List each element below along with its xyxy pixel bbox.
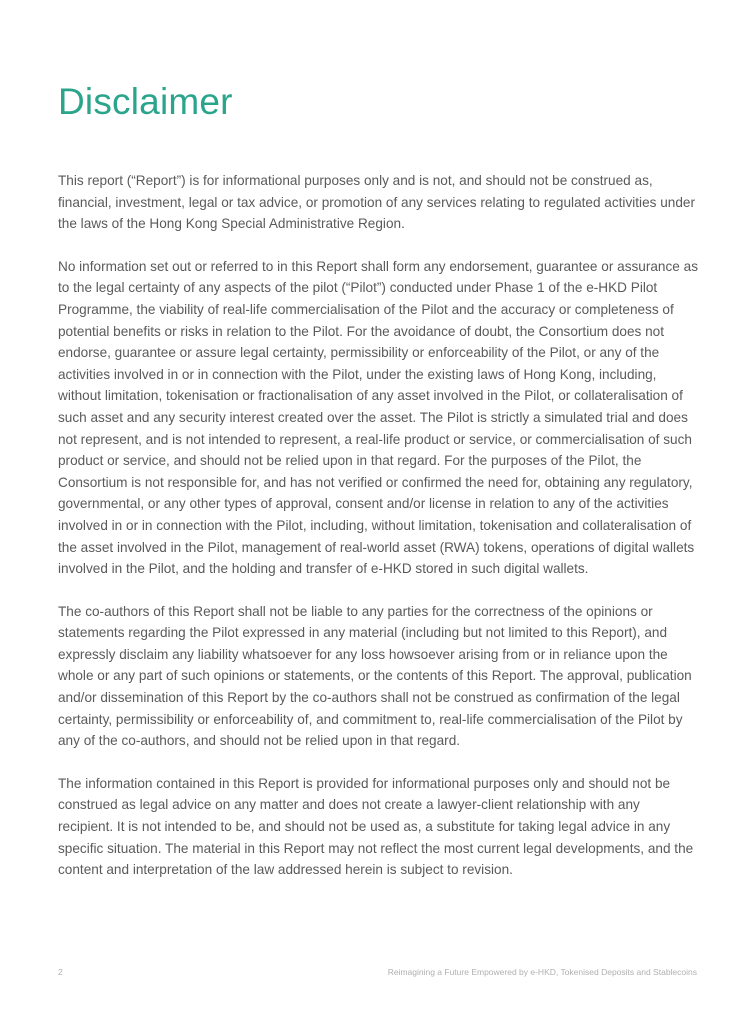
- disclaimer-body: [58, 170, 698, 902]
- paragraph-legal-advice: The information contained in this Report is provided for informational purposes only and should not be construed as legal advice on any matter and does not create a lawyer-client relationship with any recipient. It is not intended to be, and should not be used as, a substitute for taking legal advice in any specific situation. The material in this Report may not reflect the most current legal developments, and the content and interpretation of the law addressed herein is subject to revision.: [58, 775, 694, 878]
- page-number: 2: [58, 967, 63, 977]
- running-title: Reimagining a Future Empowered by e-HKD, Tokenised Deposits and Stablecoins: [387, 967, 697, 977]
- paragraph-no-endorsement: No information set out or referred to in this Report shall form any endorsement, guarantee or assurance as to the legal certainty of any aspects of the pilot (“Pilot”) conducted under Phase 1 of the e-HKD Pilot Programme, the viability of real-life commercialisation of the Pilot and the accuracy or completeness of potential benefits or risks in relation to the Pilot. For the avoidance of doubt, the Consortium does not endorse, guarantee or assure legal certainty, permissibility or enforceability of the Pilot, or any of the activities involved in or in connection with the Pilot, under the existing laws of Hong Kong, including, without limitation, tokenisation or fractionalisation of any asset involved in the Pilot, or collateralisation of such asset and any security interest created over the asset. The Pilot is strictly a simulated trial and does not represent, and is not intended to represent, a real-life product or service, or commercialisation of such product or service, and should not be relied upon in that regard. For the purposes of the Pilot, the Consortium is not responsible for, and has not verified or confirmed the need for, obtaining any regulatory, governmental, or any other types of approval, consent and/or license in relation to any of the activities involved in or in connection with the Pilot, including, without limitation, tokenisation and collateralisation of the asset involved in the Pilot, management of real-world asset (RWA) tokens, operations of digital wallets involved in the Pilot, and the holding and transfer of e-HKD stored in such digital wallets.: [58, 258, 698, 577]
- paragraph-liability: The co-authors of this Report shall not be liable to any parties for the correctness of the opinions or statements regarding the Pilot expressed in any material (including but not limited to this Report), and expressly disclaim any liability whatsoever for any loss howsoever arising from or in reliance upon the whole or any part of such opinions or statements, or the contents of this Report. The approval, publication and/or dissemination of this Report by the co-authors shall not be construed as confirmation of the legal certainty, permissibility or enforceability of, and commitment to, real-life commercialisation of the Pilot by any of the co-authors, and should not be relied upon in that regard.: [58, 603, 692, 749]
- page-title: Disclaimer: [58, 81, 233, 122]
- paragraph-purpose: This report (“Report”) is for informational purposes only and is not, and should not be construed as, financial, investment, legal or tax advice, or promotion of any services relating to regulated activities under the laws of the Hong Kong Special Administrative Region.: [58, 173, 695, 232]
- page-footer: [58, 967, 697, 981]
